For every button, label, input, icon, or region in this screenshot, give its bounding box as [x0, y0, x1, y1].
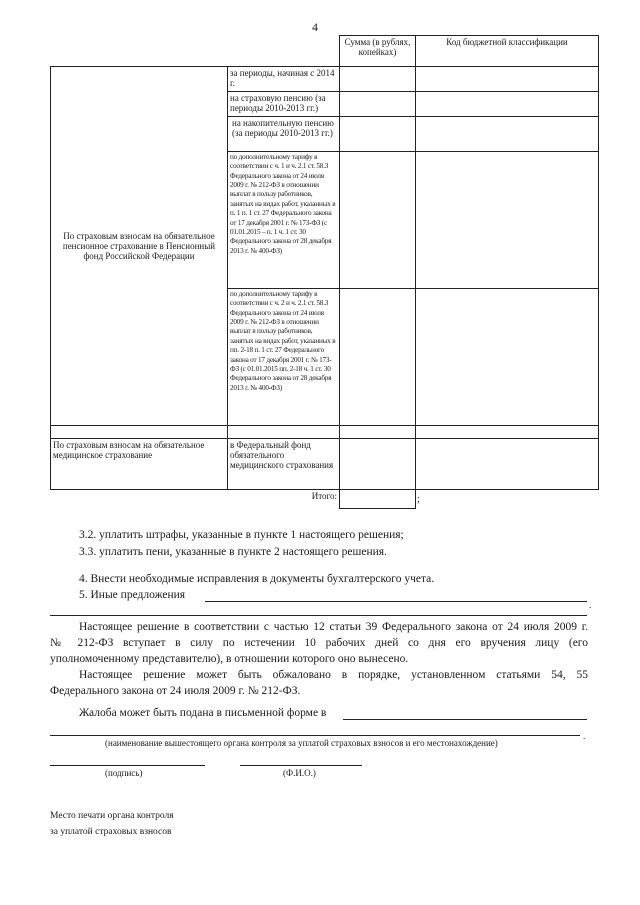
amount-cell[interactable] — [340, 67, 416, 92]
item-5: 5. Иные предложения — [79, 589, 186, 601]
bcc-cell[interactable] — [416, 289, 599, 426]
item-3-2: 3.2. уплатить штрафы, указанные в пункте 1 настоящего решения; — [79, 529, 404, 541]
total-label: Итого: — [228, 490, 340, 509]
bcc-cell[interactable] — [416, 117, 599, 152]
name-line[interactable] — [240, 765, 362, 766]
page-number: 4 — [312, 20, 318, 34]
decision-para1-line1: Настоящее решение в соответствии с частью 12 статьи 39 Федерального закона от 24 июля 2009 г. — [79, 621, 588, 633]
amount-cell[interactable] — [340, 117, 416, 152]
pension-row-label: на накопительную пенсию (за периоды 2010-2013 гг.) — [228, 117, 340, 152]
appeal-authority-line[interactable] — [343, 719, 587, 720]
decision-para1-line3: уполномоченному представителю), в отношении которого оно вынесено. — [50, 653, 409, 665]
bcc-header: Код бюджетной классификации — [416, 36, 599, 67]
bcc-cell[interactable] — [416, 92, 599, 117]
medical-fund-label: в Федеральный фонд обязательного медицинского страхования — [228, 439, 340, 490]
pension-row-label: на страховую пенсию (за периоды 2010-2013 гг.) — [228, 92, 340, 117]
pension-row-label: по дополнительному тарифу в соответствии с ч. 2 и ч. 2.1 ст. 58.3 Федерального закона от 24 июля 2009 г. № 212-ФЗ в отношении выплат в пользу работников, занятых на видах работ, указанных в пп. 2-18 п. 1 ст. 27 Федерального закона от 17 декабря 2001 г. № 173-ФЗ (с 01.01.2015 пп. 2-18 ч. 1 ст. 30 Федерального закона от 28 декабря 2013 г. № 400-ФЗ) — [228, 289, 340, 426]
other-proposals-line[interactable] — [205, 601, 587, 602]
signature-caption: (подпись) — [105, 768, 143, 778]
medical-category-cell: По страховым взносам на обязательное медицинское страхование — [51, 439, 228, 490]
item-3-3: 3.3. уплатить пени, указанные в пункте 2 настоящего решения. — [79, 546, 387, 558]
amount-cell[interactable] — [340, 439, 416, 490]
total-suffix: ; — [417, 494, 420, 505]
decision-para2-line2: Федерального закона от 24 июля 2009 г. № 212-ФЗ. — [50, 685, 301, 697]
total-row — [51, 490, 599, 509]
appeal-text: Жалоба может быть подана в письменной форме в — [79, 707, 327, 719]
pension-row-label: по дополнительному тарифу в соответствии с ч. 1 и ч. 2.1 ст. 58.3 Федерального закона от 24 июля 2009 г. № 212-ФЗ в отношении выплат в пользу работников, занятых на видах работ, указанных в п. 1 п. 1 ст. 27 Федерального закона от 17 декабря 2001 г. № 173-ФЗ (с 01.01.2015 – п. 1 ч. 1 ст. 30 Федерального закона от 28 декабря 2013 г. № 400-ФЗ) — [228, 152, 340, 289]
authority-caption: (наименование вышестоящего органа контроля за уплатой страховых взносов и его местонахождение) — [105, 738, 498, 748]
decision-para2-line1: Настоящее решение может быть обжаловано в порядке, установленном статьями 54, 55 — [79, 669, 588, 681]
spacer-row — [51, 426, 599, 439]
end-dot: . — [583, 731, 586, 741]
bcc-cell[interactable] — [416, 67, 599, 92]
end-dot: . — [589, 600, 592, 610]
amount-cell[interactable] — [340, 289, 416, 426]
bcc-cell[interactable] — [416, 439, 599, 490]
amount-header: Сумма (в рублях, копейках) — [340, 36, 416, 67]
stamp-line-1: Место печати органа контроля — [50, 811, 174, 821]
signature-line[interactable] — [50, 765, 205, 766]
decision-para1-line2: № 212-ФЗ вступает в силу по истечении 10 рабочих дней со дня его вручения лицу (его — [50, 637, 588, 649]
other-proposals-line-2[interactable] — [50, 615, 587, 616]
table-row — [51, 67, 599, 92]
contributions-table — [50, 35, 599, 509]
total-amount-cell[interactable] — [340, 490, 416, 509]
table-row — [51, 439, 599, 490]
pension-row-label: за периоды, начиная с 2014 г. — [228, 67, 340, 92]
appeal-authority-line-2[interactable] — [50, 735, 580, 736]
amount-cell[interactable] — [340, 152, 416, 289]
table-header-row — [51, 36, 599, 67]
item-4: 4. Внести необходимые исправления в документы бухгалтерского учета. — [79, 573, 435, 585]
name-caption: (Ф.И.О.) — [283, 768, 316, 778]
bcc-cell[interactable] — [416, 152, 599, 289]
amount-cell[interactable] — [340, 92, 416, 117]
pension-category-cell: По страховым взносам на обязательное пенсионное страхование в Пенсионный фонд Российской Федерации — [51, 67, 228, 426]
stamp-line-2: за уплатой страховых взносов — [50, 827, 172, 837]
